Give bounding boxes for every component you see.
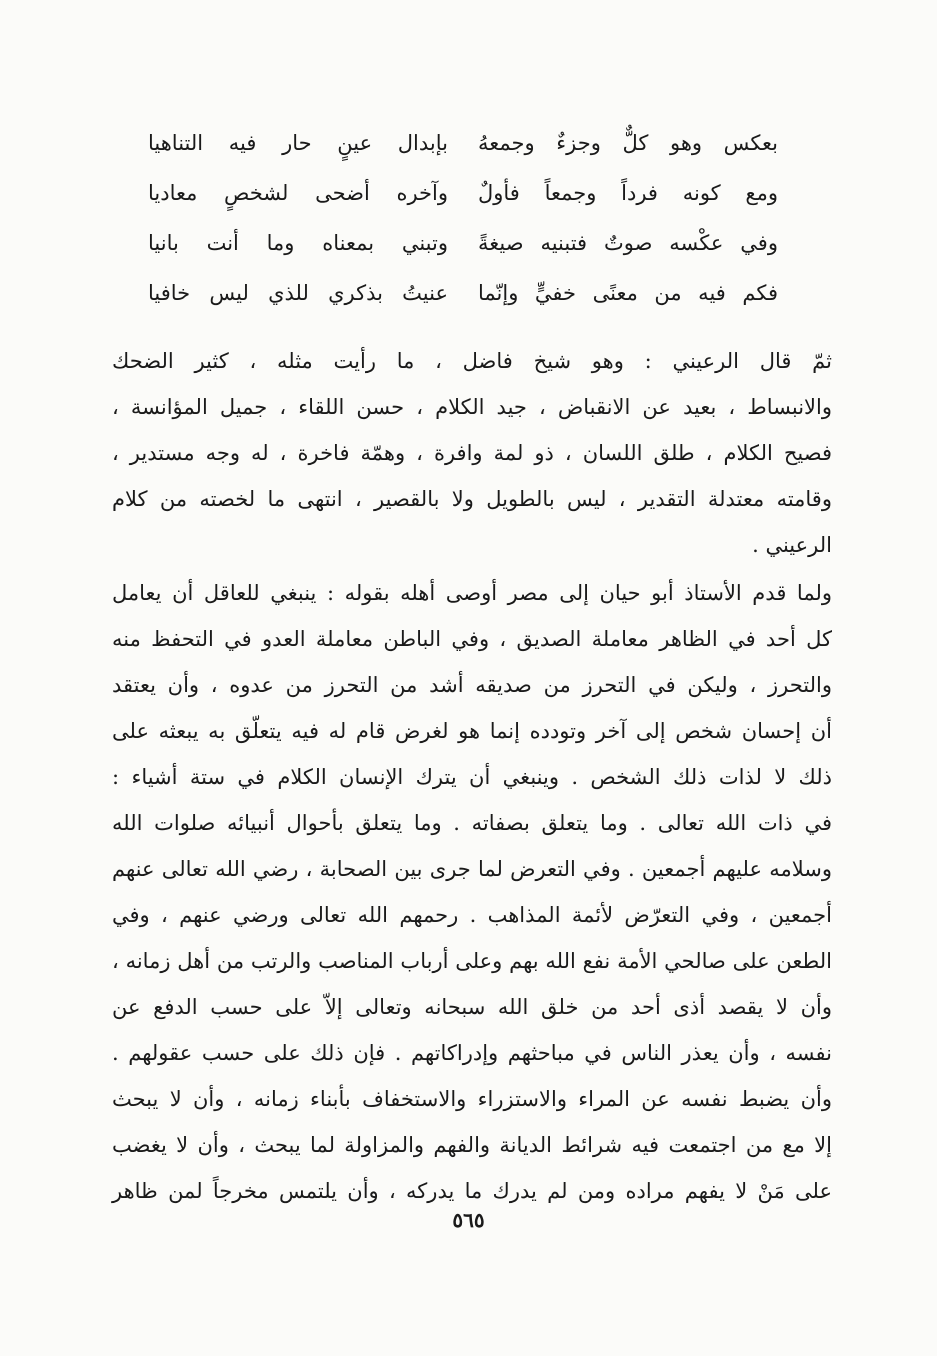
text-line: وسلامه عليهم أجمعين . وفي التعرض لما جرى بين الصحابة ، رضي الله تعالى عنهم — [112, 857, 832, 881]
verse-first-hemistich: فكم فيه من معنًى خفيٍّ وإنّما — [478, 281, 778, 305]
verse-second-hemistich: وتبني بمعناه وما أنت بانيا — [148, 231, 448, 255]
text-line: على مَنْ لا يفهم مراده ومن لم يدرك ما يدركه ، وأن يلتمس مخرجاً لمن ظاهر — [112, 1179, 832, 1203]
page-number: ٥٦٥ — [452, 1208, 485, 1232]
verse-line — [148, 218, 778, 268]
verse-line — [148, 118, 778, 168]
verse-second-hemistich: وآخره أضحى لشخصٍ معاديا — [148, 181, 448, 205]
poem-verses — [148, 118, 778, 318]
text-line: الطعن على صالحي الأمة نفع الله بهم وعلى أرباب المناصب والرتب من أهل زمانه ، — [112, 949, 832, 973]
text-line: ذلك لا لذات ذلك الشخص . وينبغي أن يترك الإنسان الكلام في ستة أشياء : — [112, 765, 832, 789]
text-line: أن إحسان شخص إلى آخر وتودده إنما هو لغرض قام له فيه يتعلّق به يبعثه على — [112, 719, 832, 743]
text-line: وقامته معتدلة التقدير ، ليس بالطويل ولا بالقصير ، انتهى ما لخصته من كلام — [112, 487, 832, 511]
verse-first-hemistich: ومع كونه فرداً وجمعاً فأولٌ — [478, 181, 778, 205]
text-line: وأن لا يقصد أذى أحد من خلق الله سبحانه وتعالى إلاّ على حسب الدفع عن — [112, 995, 832, 1019]
text-line: فصيح الكلام ، طلق اللسان ، ذو لمة وافرة ، وهمّة فاخرة ، له وجه مستدير ، — [112, 441, 832, 465]
verse-second-hemistich: بإبدال عينٍ حار فيه التناهيا — [148, 131, 448, 155]
text-line: وأن يضبط نفسه عن المراء والاستزراء والاستخفاف بأبناء زمانه ، وأن لا يبحث — [112, 1087, 832, 1111]
text-line: الرعيني . — [752, 533, 832, 557]
text-line: ثمّ قال الرعيني : وهو شيخ فاضل ، ما رأيت مثله ، كثير الضحك — [112, 349, 832, 373]
verse-second-hemistich: عنيتُ بذكري للذي ليس خافيا — [148, 281, 448, 305]
text-line: أجمعين ، وفي التعرّض لأئمة المذاهب . رحمهم الله تعالى ورضي عنهم ، وفي — [112, 903, 832, 927]
text-line: كل أحد في الظاهر معاملة الصديق ، وفي الباطن معاملة العدو في التحفظ منه — [112, 627, 832, 651]
text-line: نفسه ، وأن يعذر الناس في مباحثهم وإدراكاتهم . فإن ذلك على حسب عقولهم . — [112, 1041, 832, 1065]
text-line: والتحرز ، وليكن في التحرز من صديقه أشد من التحرز من عدوه ، وأن يعتقد — [112, 673, 832, 697]
text-line: إلا مع من اجتمعت فيه شرائط الديانة والفهم والمزاولة لما يبحث ، وأن لا يغضب — [112, 1133, 832, 1157]
text-line: والانبساط ، بعيد عن الانقباض ، جيد الكلام ، حسن اللقاء ، جميل المؤانسة ، — [112, 395, 832, 419]
text-line: في ذات الله تعالى . وما يتعلق بصفاته . وما يتعلق بأحوال أنبيائه صلوات الله — [112, 811, 832, 835]
verse-first-hemistich: بعكس وهو كلٌّ وجزءٌ وجمعهُ — [478, 131, 778, 155]
verse-line — [148, 268, 778, 318]
paragraph-raini-description — [112, 338, 832, 568]
paragraph-abu-hayyan-advice — [112, 570, 832, 1214]
verse-first-hemistich: وفي عكْسه صوتٌ فتبنيه صيغةً — [478, 231, 778, 255]
verse-line — [148, 168, 778, 218]
text-line: ولما قدم الأستاذ أبو حيان إلى مصر أوصى أهله بقوله : ينبغي للعاقل أن يعامل — [112, 581, 832, 605]
